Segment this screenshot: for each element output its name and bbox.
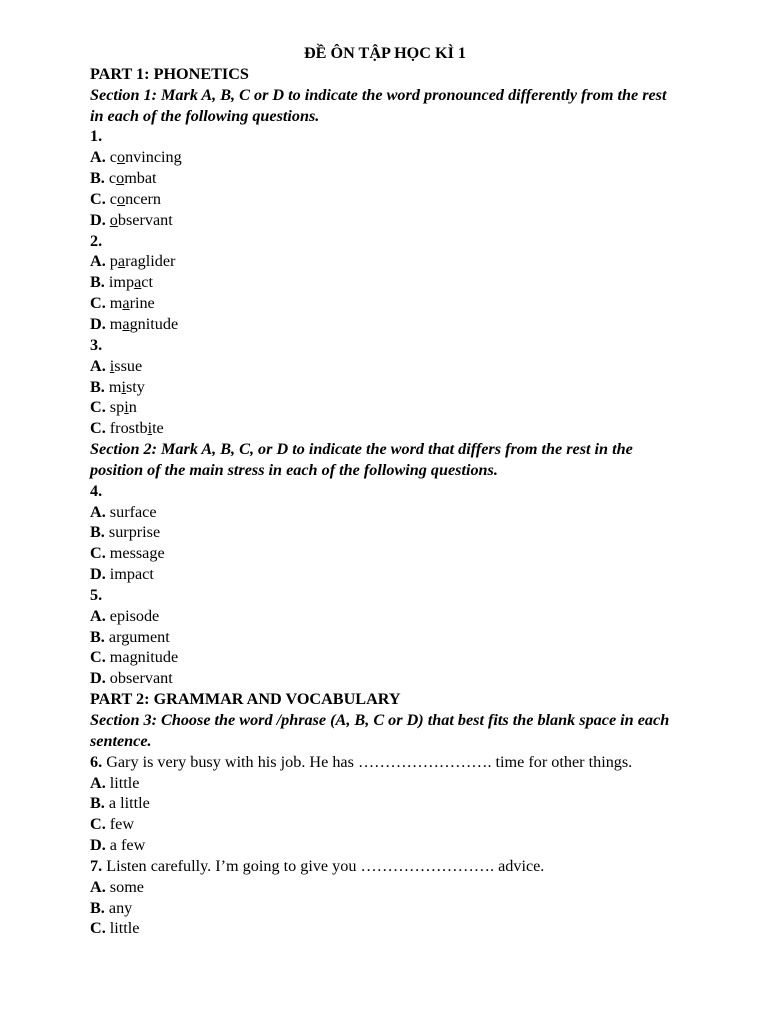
question-number: 6. (90, 752, 103, 771)
underlined-sound: o (116, 189, 126, 208)
underlined-sound: o (116, 148, 126, 167)
option-letter: C. (90, 294, 106, 313)
option-text: impact (108, 273, 153, 292)
option-line (90, 647, 680, 668)
option-line (90, 606, 680, 627)
option-letter: A. (90, 356, 106, 375)
option-line (90, 835, 680, 856)
option-line (90, 877, 680, 898)
option-text: magnitude (109, 314, 179, 333)
option-line (90, 668, 680, 689)
underlined-sound: i (121, 377, 126, 396)
option-line (90, 293, 680, 314)
option-text: convincing (109, 148, 182, 167)
option-text: paraglider (109, 252, 176, 271)
option-line (90, 168, 680, 189)
option-line (90, 397, 680, 418)
option-letter: C. (90, 189, 106, 208)
underlined-sound: i (109, 356, 115, 375)
option-line (90, 210, 680, 231)
option-text: magnitude (109, 648, 179, 667)
underlined-sound: a (117, 252, 126, 271)
option-letter: D. (90, 314, 106, 333)
option-line (90, 314, 680, 335)
option-letter: C. (90, 398, 106, 417)
option-text: a few (109, 836, 146, 855)
section1-instruction: Section 1: Mark A, B, C or D to indicate the word pronounced differently from the rest in each of the following questions. (90, 85, 667, 125)
option-line (90, 814, 680, 835)
underlined-sound: o (116, 169, 125, 188)
option-letter: C. (90, 419, 106, 438)
question-number: 1. (90, 127, 103, 146)
option-text: surprise (108, 523, 161, 542)
option-line (90, 147, 680, 168)
option-line (90, 773, 680, 794)
part2-heading: PART 2: GRAMMAR AND VOCABULARY (90, 690, 401, 709)
option-text: issue (109, 356, 143, 375)
option-text: message (109, 544, 165, 563)
underlined-sound: a (134, 273, 142, 292)
option-letter: D. (90, 565, 106, 584)
option-text: some (109, 877, 144, 896)
option-letter: A. (90, 148, 106, 167)
option-line (90, 356, 680, 377)
question-text: Gary is very busy with his job. He has ……………………. time for other things. (106, 752, 633, 771)
option-text: impact (109, 565, 154, 584)
option-line (90, 522, 680, 543)
option-letter: B. (90, 273, 105, 292)
question-stem (90, 856, 680, 877)
option-letter: A. (90, 877, 106, 896)
underlined-sound: a (122, 294, 130, 313)
question-number: 5. (90, 585, 103, 604)
option-text: little (109, 773, 140, 792)
option-text: a little (108, 794, 150, 813)
option-letter: D. (90, 210, 106, 229)
underlined-sound: a (122, 314, 130, 333)
option-text: concern (109, 189, 162, 208)
option-letter: B. (90, 898, 105, 917)
option-letter: B. (90, 794, 105, 813)
section3-instruction: Section 3: Choose the word /phrase (A, B, C or D) that best fits the blank space in each sentence. (90, 711, 670, 750)
option-line (90, 189, 680, 210)
option-line (90, 627, 680, 648)
option-text: combat (108, 169, 157, 188)
section2-instruction: Section 2: Mark A, B, C, or D to indicate the word that differs from the rest in the position of the main stress in each of the following questions. (90, 440, 633, 479)
option-letter: C. (90, 919, 106, 938)
part1-heading: PART 1: PHONETICS (90, 64, 249, 83)
option-letter: C. (90, 815, 106, 834)
option-text: surface (109, 502, 157, 521)
option-letter: A. (90, 606, 106, 625)
option-letter: B. (90, 169, 105, 188)
option-line (90, 543, 680, 564)
option-letter: C. (90, 648, 106, 667)
option-text: few (109, 815, 135, 834)
option-letter: C. (90, 544, 106, 563)
option-line (90, 377, 680, 398)
underlined-sound: i (147, 419, 153, 438)
question-stem (90, 752, 680, 773)
option-letter: D. (90, 669, 106, 688)
option-text: misty (108, 377, 145, 396)
option-line (90, 898, 680, 919)
option-line (90, 272, 680, 293)
document-title: ĐỀ ÔN TẬP HỌC KÌ 1 (303, 44, 467, 62)
option-line (90, 793, 680, 814)
option-letter: A. (90, 502, 106, 521)
option-text: observant (109, 210, 173, 229)
option-text: episode (109, 606, 160, 625)
option-letter: B. (90, 377, 105, 396)
question-number: 4. (90, 481, 103, 500)
option-text: little (109, 919, 140, 938)
underlined-sound: i (124, 398, 129, 417)
option-text: frostbite (109, 419, 164, 438)
document-page (90, 43, 680, 939)
question-number: 7. (90, 856, 103, 875)
option-text: any (108, 898, 133, 917)
option-line (90, 564, 680, 585)
option-line (90, 502, 680, 523)
option-line (90, 251, 680, 272)
option-line (90, 418, 680, 439)
option-letter: B. (90, 627, 105, 646)
underlined-sound: o (109, 210, 118, 229)
option-letter: A. (90, 773, 106, 792)
option-letter: B. (90, 523, 105, 542)
option-line (90, 918, 680, 939)
option-text: argument (108, 627, 170, 646)
option-text: marine (109, 294, 155, 313)
question-text: Listen carefully. I’m going to give you ……………………. advice. (106, 856, 545, 875)
option-text: observant (109, 669, 173, 688)
question-number: 2. (90, 231, 103, 250)
option-letter: A. (90, 252, 106, 271)
question-number: 3. (90, 335, 103, 354)
option-letter: D. (90, 836, 106, 855)
option-text: spin (109, 398, 137, 417)
